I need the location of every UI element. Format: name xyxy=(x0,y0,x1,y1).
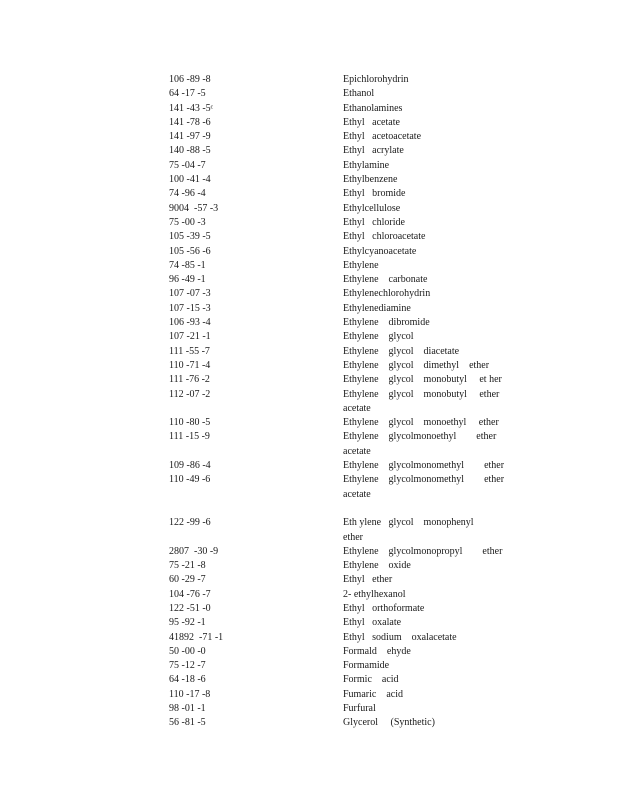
chemical-name-line xyxy=(343,502,549,516)
chemical-name xyxy=(343,516,549,545)
chemical-name-line: Ethyl sodium oxalacetate xyxy=(343,631,457,643)
chemical-name xyxy=(343,202,549,216)
cas-number: 60 -29 -7 xyxy=(169,574,206,586)
table-row xyxy=(169,573,549,587)
chemical-name xyxy=(343,545,549,559)
cas-number: 9004 -57 -3 xyxy=(169,202,219,214)
chemical-name-line: Ethylene dibromide xyxy=(343,317,430,329)
cas-number: 111 -76 -2 xyxy=(169,374,210,386)
table-row xyxy=(169,330,549,344)
chemical-name xyxy=(343,230,549,244)
chemical-name xyxy=(343,559,549,573)
table-row xyxy=(169,259,549,273)
cas-number: 110 -17 -8 xyxy=(169,688,211,700)
table-row xyxy=(169,187,549,201)
chemical-name xyxy=(343,716,549,730)
chemical-name-line: Ethylene glycol monoethyl ether xyxy=(343,417,499,429)
chemical-name xyxy=(343,130,549,144)
cas-number: 56 -81 -5 xyxy=(169,717,206,729)
table-row xyxy=(169,245,549,259)
cas-number: 141 -97 -9 xyxy=(169,131,211,143)
chemical-name xyxy=(343,473,549,502)
table-row xyxy=(169,102,549,116)
table-row xyxy=(169,416,549,430)
chemical-name xyxy=(343,645,549,659)
chemical-name xyxy=(343,216,549,230)
chemical-name-line: Fumaric acid xyxy=(343,688,403,700)
chemical-name xyxy=(343,302,549,316)
chemical-name-line: Formald ehyde xyxy=(343,645,411,657)
table-row xyxy=(169,202,549,216)
cas-number: 122 -99 -6 xyxy=(169,517,211,529)
table-row xyxy=(169,144,549,158)
chemical-name xyxy=(343,73,549,87)
chemical-name-line: Ethanol xyxy=(343,88,375,100)
cas-number: 111 -55 -7 xyxy=(169,345,210,357)
table-row xyxy=(169,602,549,616)
cas-number: 106 -93 -4 xyxy=(169,317,211,329)
table-row xyxy=(169,216,549,230)
chemical-name-line: 2- ethylhexanol xyxy=(343,588,406,600)
cas-number: 110 -71 -4 xyxy=(169,359,211,371)
table-row xyxy=(169,388,549,417)
chemical-name xyxy=(343,616,549,630)
table-row xyxy=(169,616,549,630)
chemical-name xyxy=(343,187,549,201)
chemical-name xyxy=(343,359,549,373)
chemical-name xyxy=(343,116,549,130)
table-row xyxy=(169,645,549,659)
cas-number: 109 -86 -4 xyxy=(169,460,211,472)
chemical-name-line: Ethanolamines xyxy=(343,102,403,114)
chemical-name-line: Ethylene oxide xyxy=(343,560,411,572)
cas-number: 75 -21 -8 xyxy=(169,560,206,572)
chemical-name xyxy=(343,330,549,344)
chemical-name-line: Ethyl acrylate xyxy=(343,145,404,157)
table-row xyxy=(169,516,549,545)
chemical-name xyxy=(343,416,549,430)
chemical-name xyxy=(343,659,549,673)
chemical-name xyxy=(343,102,549,116)
chemical-name xyxy=(343,573,549,587)
table-row xyxy=(169,588,549,602)
chemical-name-line: Ethylene glycolmonomethyl ether xyxy=(343,474,505,486)
chemical-name-line: Ethyl acetate xyxy=(343,116,400,128)
cas-number: 112 -07 -2 xyxy=(169,388,211,400)
cas-number: 110 -80 -5 xyxy=(169,417,211,429)
cas-number: 140 -88 -5 xyxy=(169,145,211,157)
table-row xyxy=(169,545,549,559)
table-row xyxy=(169,116,549,130)
cas-number: 64 -17 -5 xyxy=(169,88,206,100)
cas-number: 141 -78 -6 xyxy=(169,116,211,128)
table-row xyxy=(169,502,549,516)
chemical-name-line: Ethylenediamine xyxy=(343,302,411,314)
chemical-name-line: Ethylene xyxy=(343,259,379,271)
table-row xyxy=(169,159,549,173)
cas-number: 105 -39 -5 xyxy=(169,231,211,243)
table-row xyxy=(169,345,549,359)
chemical-name-line: Ethylene glycol diacetate xyxy=(343,345,460,357)
chemical-name xyxy=(343,287,549,301)
table-row xyxy=(169,688,549,702)
table-row xyxy=(169,73,549,87)
chemical-name xyxy=(343,502,549,516)
cas-number: 50 -00 -0 xyxy=(169,645,206,657)
cas-number: 107 -21 -1 xyxy=(169,331,211,343)
table-row xyxy=(169,373,549,387)
chemical-name xyxy=(343,345,549,359)
cas-number: 75 -12 -7 xyxy=(169,660,206,672)
cas-number: 74 -96 -4 xyxy=(169,188,206,200)
cas-number xyxy=(169,502,343,516)
table-row xyxy=(169,702,549,716)
table-row xyxy=(169,359,549,373)
chemical-name-line: Ethylene glycolmonopropyl ether xyxy=(343,545,503,557)
cas-number: 122 -51 -0 xyxy=(169,602,211,614)
table-row xyxy=(169,130,549,144)
chemical-name-line: acetate xyxy=(343,488,371,500)
chemical-name-line: Ethyl orthoformate xyxy=(343,602,425,614)
chemical-name xyxy=(343,631,549,645)
table-row xyxy=(169,430,549,459)
chemical-name-line: Ethylene glycolmonoethyl ether xyxy=(343,431,497,443)
chemical-name-line: acetate xyxy=(343,445,371,457)
cas-number: 74 -85 -1 xyxy=(169,259,206,271)
cas-number: 98 -01 -1 xyxy=(169,703,206,715)
table-row xyxy=(169,173,549,187)
table-row xyxy=(169,302,549,316)
cas-number: 105 -56 -6 xyxy=(169,245,211,257)
table-row xyxy=(169,273,549,287)
table-row xyxy=(169,316,549,330)
chemical-name-line: Ethylcellulose xyxy=(343,202,401,214)
chemical-name xyxy=(343,87,549,101)
table-row xyxy=(169,230,549,244)
chemical-name xyxy=(343,388,549,417)
chemical-list-table xyxy=(169,73,549,731)
chemical-name xyxy=(343,144,549,158)
cas-number: 75 -00 -3 xyxy=(169,216,206,228)
table-row xyxy=(169,87,549,101)
cas-number: 107 -15 -3 xyxy=(169,302,211,314)
chemical-name-line: Furfural xyxy=(343,703,376,715)
cas-number: 104 -76 -7 xyxy=(169,588,211,600)
chemical-name-line: Ethylene glycol dimethyl ether xyxy=(343,359,490,371)
cas-number: 75 -04 -7 xyxy=(169,159,206,171)
chemical-name-line: Ethylene glycol xyxy=(343,331,414,343)
chemical-name xyxy=(343,602,549,616)
cas-number: 106 -89 -8 xyxy=(169,74,211,85)
chemical-name-line: Ethyl oxalate xyxy=(343,617,402,629)
chemical-name xyxy=(343,673,549,687)
chemical-name-line: Formic acid xyxy=(343,674,399,686)
cas-number: 100 -41 -4 xyxy=(169,174,211,186)
chemical-name-line: Ethylamine xyxy=(343,159,390,171)
chemical-name xyxy=(343,588,549,602)
cas-number: 41892 -71 -1 xyxy=(169,631,224,643)
chemical-name-line: Ethyl chloroacetate xyxy=(343,231,426,243)
cas-number: 64 -18 -6 xyxy=(169,674,206,686)
chemical-name-line: Ethyl acetoacetate xyxy=(343,131,422,143)
cas-number: 107 -07 -3 xyxy=(169,288,211,300)
cas-number: 95 -92 -1 xyxy=(169,617,206,629)
table-row xyxy=(169,659,549,673)
chemical-name-line: Formamide xyxy=(343,660,390,672)
chemical-name xyxy=(343,430,549,459)
chemical-name xyxy=(343,173,549,187)
cas-number: 2807 -30 -9 xyxy=(169,545,219,557)
chemical-name-line: Ethylenechlorohydrin xyxy=(343,288,431,300)
chemical-name-line: Epichlorohydrin xyxy=(343,74,409,85)
chemical-name xyxy=(343,159,549,173)
chemical-name xyxy=(343,702,549,716)
table-row xyxy=(169,459,549,473)
chemical-name-line: Ethylene glycol monobutyl ether xyxy=(343,388,500,400)
chemical-name-line: Ethyl ether xyxy=(343,574,393,586)
chemical-name-line: Ethyl bromide xyxy=(343,188,406,200)
table-row xyxy=(169,473,549,502)
chemical-name-line: Eth ylene glycol monophenyl xyxy=(343,517,474,529)
table-row xyxy=(169,673,549,687)
chemical-name xyxy=(343,688,549,702)
table-row xyxy=(169,559,549,573)
chemical-name xyxy=(343,373,549,387)
table-row xyxy=(169,716,549,730)
chemical-name xyxy=(343,316,549,330)
cas-number: 141 -43 -5ᶜ xyxy=(169,102,214,114)
chemical-name-line: acetate xyxy=(343,402,371,414)
chemical-name-line: Glycerol (Synthetic) xyxy=(343,717,435,729)
chemical-name-line: Ethyl chloride xyxy=(343,216,405,228)
chemical-name-line: Ethylene glycol monobutyl et her xyxy=(343,374,502,386)
cas-number: 111 -15 -9 xyxy=(169,431,210,443)
chemical-name-line: ether xyxy=(343,531,363,543)
chemical-name-line: Ethylcyanoacetate xyxy=(343,245,417,257)
cas-number: 96 -49 -1 xyxy=(169,274,206,286)
chemical-name xyxy=(343,259,549,273)
chemical-name-line: Ethylene glycolmonomethyl ether xyxy=(343,460,505,472)
table-row xyxy=(169,631,549,645)
chemical-name xyxy=(343,459,549,473)
chemical-name-line: Ethylbenzene xyxy=(343,174,398,186)
cas-number: 110 -49 -6 xyxy=(169,474,211,486)
chemical-name xyxy=(343,273,549,287)
table-row xyxy=(169,287,549,301)
chemical-name xyxy=(343,245,549,259)
chemical-name-line: Ethylene carbonate xyxy=(343,274,428,286)
